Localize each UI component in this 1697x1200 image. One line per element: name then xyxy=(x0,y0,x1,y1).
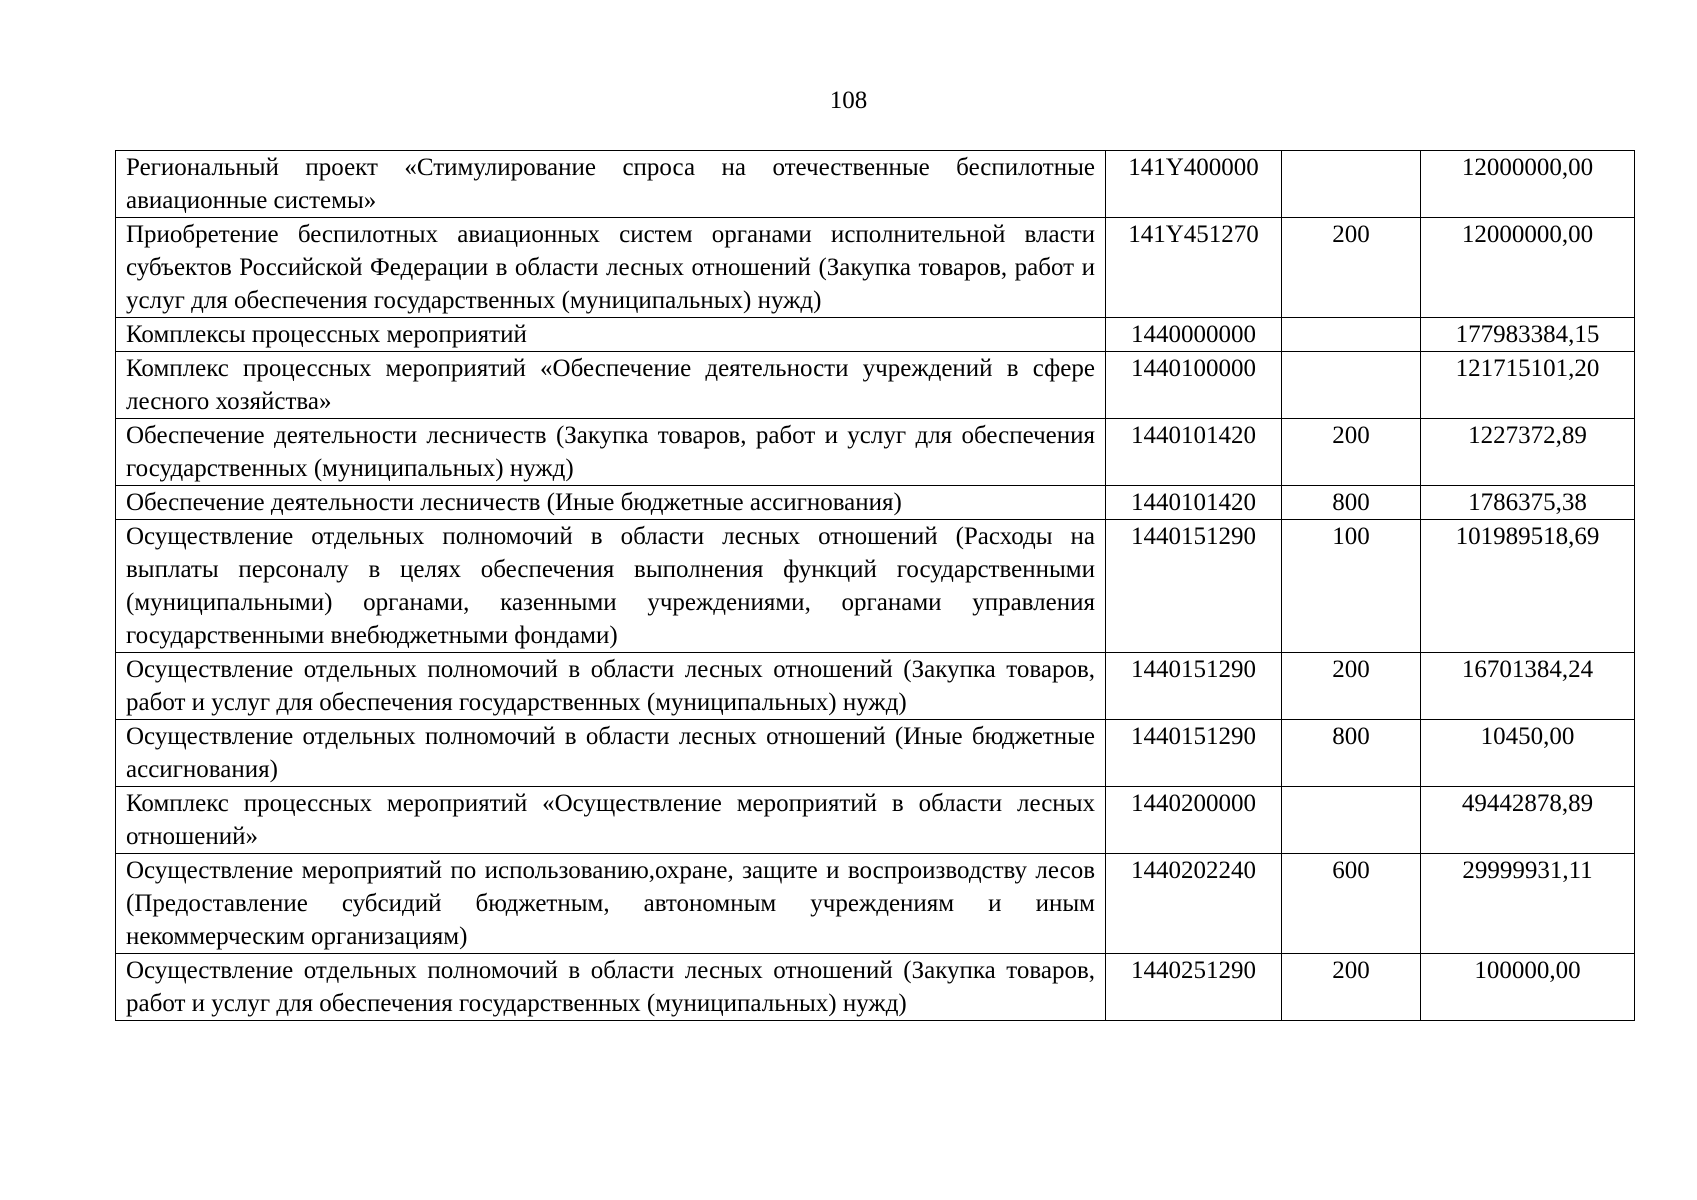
row-expense-type-cell xyxy=(1282,318,1421,352)
row-amount-cell: 12000000,00 xyxy=(1421,151,1635,218)
row-amount-cell: 16701384,24 xyxy=(1421,653,1635,720)
row-expense-type-cell: 800 xyxy=(1282,720,1421,787)
table-row xyxy=(116,520,1635,653)
row-amount-cell: 29999931,11 xyxy=(1421,854,1635,954)
row-name-cell: Осуществление отдельных полномочий в области лесных отношений (Иные бюджетные ассигнования) xyxy=(116,720,1106,787)
table-row xyxy=(116,419,1635,486)
row-code-cell: 1440000000 xyxy=(1106,318,1282,352)
table-row xyxy=(116,954,1635,1021)
row-code-cell: 1440251290 xyxy=(1106,954,1282,1021)
table-row xyxy=(116,854,1635,954)
row-expense-type-cell: 200 xyxy=(1282,954,1421,1021)
row-name-cell: Осуществление отдельных полномочий в области лесных отношений (Закупка товаров, работ и услуг для обеспечения государственных (муниципальных) нужд) xyxy=(116,954,1106,1021)
row-name-cell: Обеспечение деятельности лесничеств (Иные бюджетные ассигнования) xyxy=(116,486,1106,520)
row-amount-cell: 121715101,20 xyxy=(1421,352,1635,419)
row-amount-cell: 101989518,69 xyxy=(1421,520,1635,653)
row-amount-cell: 1227372,89 xyxy=(1421,419,1635,486)
row-name-cell: Обеспечение деятельности лесничеств (Закупка товаров, работ и услуг для обеспечения государственных (муниципальных) нужд) xyxy=(116,419,1106,486)
row-amount-cell: 1786375,38 xyxy=(1421,486,1635,520)
row-expense-type-cell: 100 xyxy=(1282,520,1421,653)
row-name-cell: Осуществление мероприятий по использованию,охране, защите и воспроизводству лесов (Предоставление субсидий бюджетным, автономным учреждениям и иным некоммерческим организациям) xyxy=(116,854,1106,954)
row-amount-cell: 100000,00 xyxy=(1421,954,1635,1021)
table-row xyxy=(116,352,1635,419)
row-expense-type-cell: 200 xyxy=(1282,218,1421,318)
row-name-cell: Региональный проект «Стимулирование спроса на отечественные беспилотные авиационные системы» xyxy=(116,151,1106,218)
row-amount-cell: 12000000,00 xyxy=(1421,218,1635,318)
row-name-cell: Приобретение беспилотных авиационных систем органами исполнительной власти субъектов Российской Федерации в области лесных отношений (Закупка товаров, работ и услуг для обеспечения государственных (муниципальных) нужд) xyxy=(116,218,1106,318)
row-expense-type-cell xyxy=(1282,787,1421,854)
row-code-cell: 1440101420 xyxy=(1106,419,1282,486)
table-row xyxy=(116,151,1635,218)
page-number: 108 xyxy=(829,87,868,114)
row-name-cell: Комплекс процессных мероприятий «Обеспечение деятельности учреждений в сфере лесного хозяйства» xyxy=(116,352,1106,419)
row-code-cell: 1440202240 xyxy=(1106,854,1282,954)
row-code-cell: 1440200000 xyxy=(1106,787,1282,854)
row-expense-type-cell: 600 xyxy=(1282,854,1421,954)
row-expense-type-cell: 200 xyxy=(1282,653,1421,720)
table-row xyxy=(116,218,1635,318)
row-code-cell: 1440100000 xyxy=(1106,352,1282,419)
row-code-cell: 141Y451270 xyxy=(1106,218,1282,318)
table-row xyxy=(116,720,1635,787)
row-name-cell: Комплекс процессных мероприятий «Осуществление мероприятий в области лесных отношений» xyxy=(116,787,1106,854)
budget-table-body xyxy=(116,151,1635,1021)
row-name-cell: Осуществление отдельных полномочий в области лесных отношений (Закупка товаров, работ и услуг для обеспечения государственных (муниципальных) нужд) xyxy=(116,653,1106,720)
row-code-cell: 1440101420 xyxy=(1106,486,1282,520)
row-code-cell: 1440151290 xyxy=(1106,653,1282,720)
row-expense-type-cell: 800 xyxy=(1282,486,1421,520)
row-amount-cell: 177983384,15 xyxy=(1421,318,1635,352)
budget-table xyxy=(115,150,1635,1021)
row-code-cell: 1440151290 xyxy=(1106,720,1282,787)
row-amount-cell: 49442878,89 xyxy=(1421,787,1635,854)
row-expense-type-cell xyxy=(1282,352,1421,419)
row-name-cell: Комплексы процессных мероприятий xyxy=(116,318,1106,352)
table-row xyxy=(116,486,1635,520)
row-name-cell: Осуществление отдельных полномочий в области лесных отношений (Расходы на выплаты персоналу в целях обеспечения выполнения функций государственными (муниципальными) органами, казенными учреждениями, органами управления государственными внебюджетными фондами) xyxy=(116,520,1106,653)
row-code-cell: 141Y400000 xyxy=(1106,151,1282,218)
table-row xyxy=(116,318,1635,352)
row-amount-cell: 10450,00 xyxy=(1421,720,1635,787)
table-row xyxy=(116,787,1635,854)
row-code-cell: 1440151290 xyxy=(1106,520,1282,653)
row-expense-type-cell xyxy=(1282,151,1421,218)
row-expense-type-cell: 200 xyxy=(1282,419,1421,486)
table-row xyxy=(116,653,1635,720)
